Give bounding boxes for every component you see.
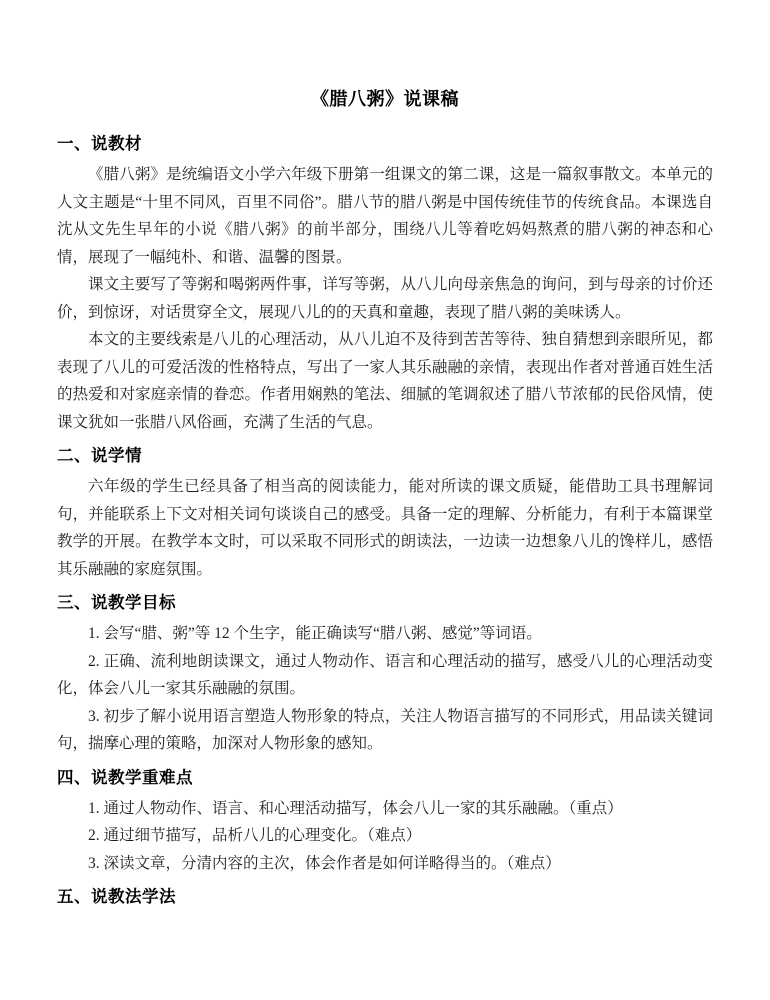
section-heading: 五、说教法学法: [57, 888, 176, 906]
list-item-paragraph: 1. 会写“腊、粥”等 12 个生字，能正确读写“腊八粥、感觉”等词语。: [88, 625, 542, 642]
list-item-paragraph: 2. 通过细节描写，品析八儿的心理变化。（难点）: [88, 827, 422, 844]
list-item-paragraph: 3. 初步了解小说用语言塑造人物形象的特点，关注人物语言描写的不同形式，用品读关键词句，揣摩心理的策略，加深对人物形象的感知。: [57, 707, 713, 752]
list-item-paragraph: 2. 正确、流利地朗读课文，通过人物动作、语言和心理活动的描写，感受八儿的心理活动变化，体会八儿一家其乐融融的氛围。: [57, 652, 713, 697]
section-heading: 三、说教学目标: [57, 594, 176, 612]
list-item-paragraph: 1. 通过人物动作、语言、和心理活动描写，体会八儿一家的其乐融融。（重点）: [88, 799, 623, 817]
paragraph: 课文主要写了等粥和喝粥两件事，详写等粥，从八儿向母亲焦急的询问，到与母亲的讨价还价，到惊讶，对话贯穿全文，展现八儿的的天真和童趣，表现了腊八粥的美味诱人。: [57, 276, 713, 321]
section-shuo-jiaoxue-mubiao: [57, 593, 713, 758]
section-shuo-zhongnandian: [57, 768, 713, 878]
section-heading: 四、说教学重难点: [57, 768, 193, 787]
section-shuo-jiaocai: [57, 134, 713, 436]
list-item-paragraph: 3. 深读文章，分清内容的主次，体会作者是如何详略得当的。（难点）: [88, 854, 561, 872]
section-heading: 一、说教材: [57, 135, 142, 153]
paragraph: 本文的主要线索是八儿的心理活动，从八儿迫不及待到苦苦等待、独自猜想到亲眼所见，都表现了八儿的可爱活泼的性格特点，写出了一家人其乐融融的亲情，表现出作者对普通百姓生活的热爱和对家庭亲情的眷恋。作者用娴熟的笔法、细腻的笔调叙述了腊八节浓郁的民俗风情，使课文犹如一张腊八风俗画，充满了生活的气息。: [57, 331, 713, 431]
paragraph: 《腊八粥》是统编语文小学六年级下册第一组课文的第二课，这是一篇叙事散文。本单元的人文主题是“十里不同风，百里不同俗”。腊八节的腊八粥是中国传统佳节的传统食品。本课选自沈从文先生早年的小说《腊八粥》的前半部分，围绕八儿等着吃妈妈熬煮的腊八粥的神态和心情，展现了一幅纯朴、和谐、温馨的图景。: [57, 166, 713, 266]
paragraph: 六年级的学生已经具备了相当高的阅读能力，能对所读的课文质疑，能借助工具书理解词句，并能联系上下文对相关词句谈谈自己的感受。具备一定的理解、分析能力，有利于本篇课堂教学的开展。在教学本文时，可以采取不同形式的朗读法，一边读一边想象八儿的馋样儿，感悟其乐融融的家庭氛围。: [57, 478, 713, 578]
section-shuo-jiaofa-xuefa: [57, 887, 713, 908]
section-heading: 二、说学情: [57, 447, 142, 465]
section-shuo-xueqing: [57, 446, 713, 583]
document-title: 《腊八粥》说课稿: [311, 89, 459, 109]
